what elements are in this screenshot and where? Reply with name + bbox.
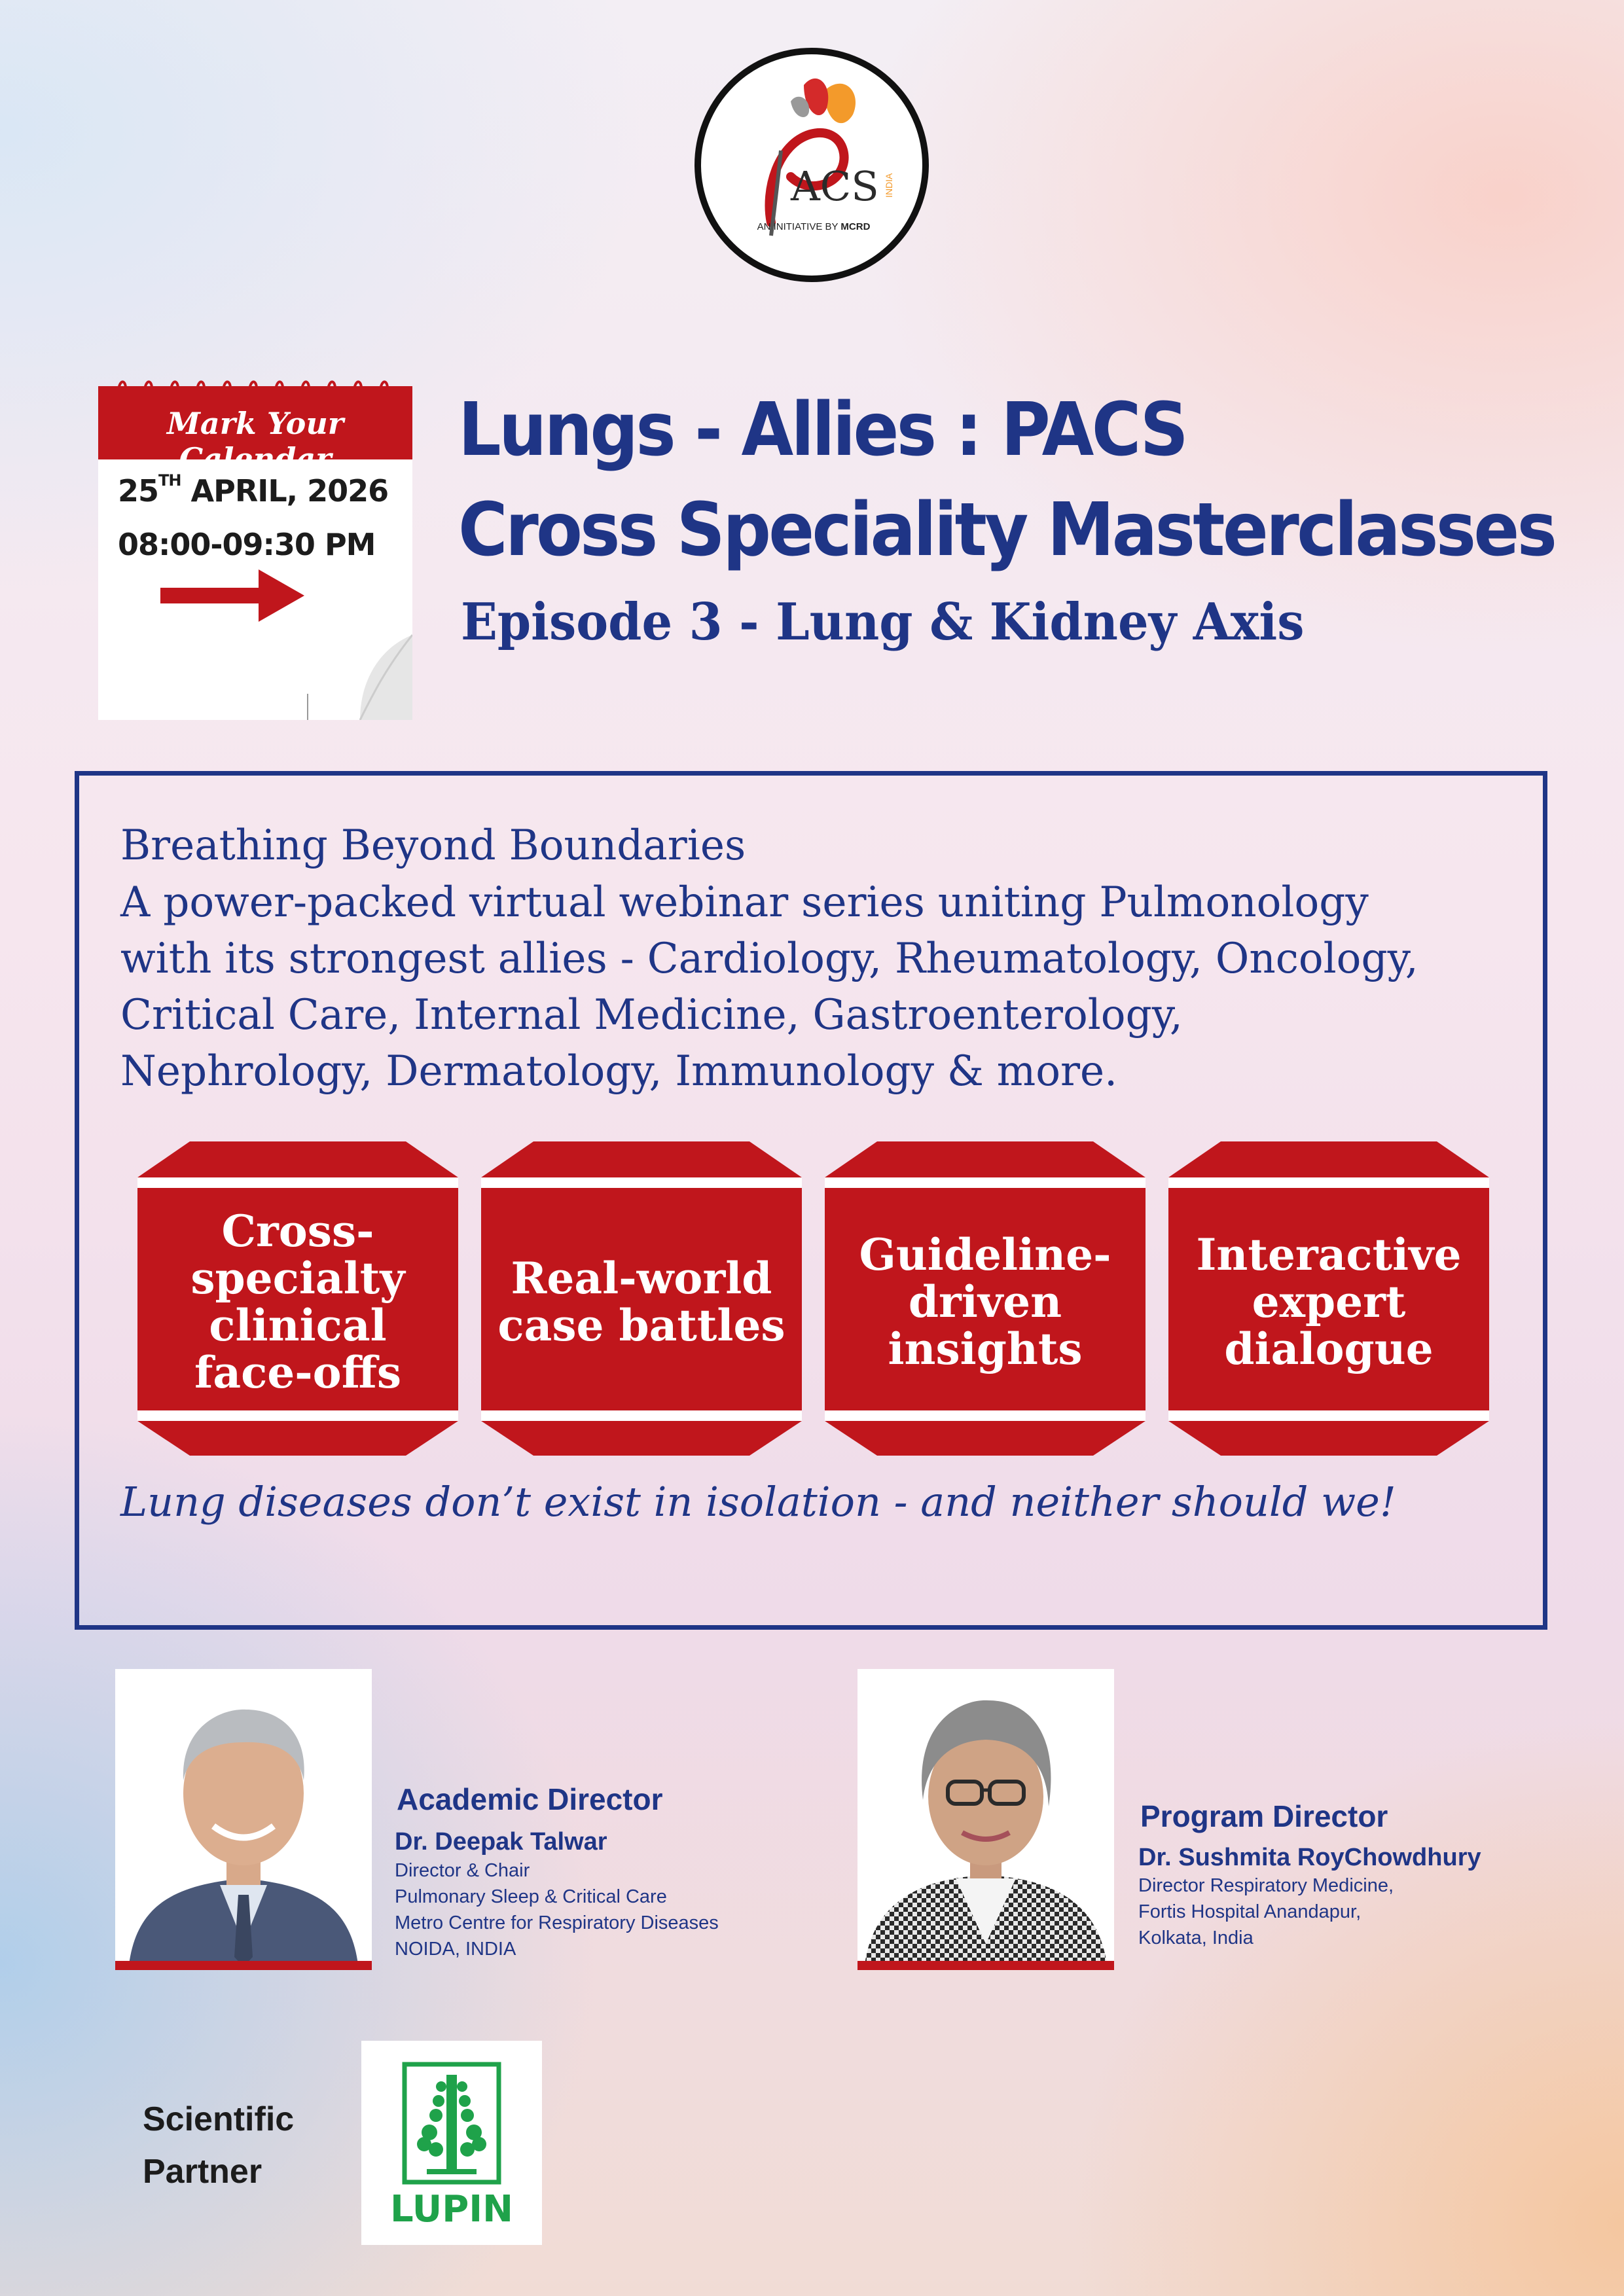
detail-line: Kolkata, India xyxy=(1138,1928,1254,1948)
academic-director-name: Dr. Deepak Talwar xyxy=(395,1828,607,1856)
feature-label xyxy=(1168,1181,1489,1423)
feature-label-line: expert xyxy=(1252,1276,1406,1327)
intro-tagline: Breathing Beyond Boundaries xyxy=(120,821,746,870)
feature-card-real-world xyxy=(481,1141,802,1456)
feature-label-line: Interactive xyxy=(1196,1229,1462,1280)
feature-label-line: Guideline- xyxy=(859,1229,1111,1280)
calendar-card xyxy=(98,373,412,720)
feature-card-interactive xyxy=(1168,1141,1489,1456)
feature-label-line: specialty xyxy=(190,1253,405,1304)
initiative-prefix: AN INITIATIVE BY xyxy=(757,221,841,232)
event-date xyxy=(118,471,388,509)
program-director-name: Dr. Sushmita RoyChowdhury xyxy=(1138,1844,1481,1871)
event-day: 25 xyxy=(118,473,159,509)
program-director-details xyxy=(1138,1873,1394,1951)
detail-line: Pulmonary Sleep & Critical Care xyxy=(395,1886,667,1907)
academic-director-role: Academic Director xyxy=(397,1782,663,1816)
sponsor-label-line: Partner xyxy=(143,2153,262,2191)
initiative-org: MCRD xyxy=(840,221,871,232)
event-day-suffix: TH xyxy=(158,471,181,490)
intro-line: with its strongest allies - Cardiology, Rheumatology, Oncology, xyxy=(120,935,1418,983)
pacs-logo xyxy=(693,46,931,284)
feature-label-line: Real-world xyxy=(511,1253,772,1304)
episode-title: Episode 3 - Lung & Kidney Axis xyxy=(461,592,1305,652)
program-director-role: Program Director xyxy=(1140,1799,1388,1833)
feature-label-line: face-offs xyxy=(194,1347,402,1398)
feature-label-line: Cross- xyxy=(221,1206,374,1257)
feature-label xyxy=(481,1181,802,1423)
photo-accent-bar xyxy=(857,1961,1114,1970)
calendar-header: Mark Your Calendar xyxy=(166,406,344,476)
closing-statement: Lung diseases don’t exist in isolation - and neither should we! xyxy=(120,1478,1396,1526)
intro-line: Nephrology, Dermatology, Immunology & more. xyxy=(120,1047,1118,1096)
sponsor-label-line: Scientific xyxy=(143,2100,295,2138)
feature-label-line: case battles xyxy=(497,1300,785,1351)
detail-line: Director & Chair xyxy=(395,1860,530,1881)
feature-label-line: dialogue xyxy=(1224,1323,1434,1374)
event-month-year: APRIL, 2026 xyxy=(181,473,389,509)
person-portrait xyxy=(857,1669,1114,1970)
academic-director-details xyxy=(395,1857,719,1962)
person-portrait xyxy=(115,1669,372,1970)
logo-country: INDIA xyxy=(884,173,894,198)
page-title-line2: Cross Speciality Masterclasses xyxy=(458,488,1555,573)
intro-line: A power-packed virtual webinar series uniting Pulmonology xyxy=(120,878,1369,927)
logo-initiative xyxy=(745,221,882,232)
lupin-logo xyxy=(361,2041,542,2245)
feature-card-cross-specialty xyxy=(137,1141,458,1456)
logo-letters: ACS xyxy=(791,162,879,210)
detail-line: NOIDA, INDIA xyxy=(395,1939,516,1960)
detail-line: Director Respiratory Medicine, xyxy=(1138,1875,1394,1896)
detail-line: Metro Centre for Respiratory Diseases xyxy=(395,1912,719,1933)
feature-label xyxy=(137,1181,458,1423)
feature-label-line: insights xyxy=(888,1323,1083,1374)
feature-label xyxy=(825,1181,1146,1423)
program-director-photo xyxy=(857,1669,1114,1970)
sponsor-label xyxy=(143,2093,294,2198)
event-time: 08:00-09:30 PM xyxy=(118,527,376,562)
arrow-right-icon xyxy=(160,569,304,622)
feature-label-line: driven xyxy=(908,1276,1062,1327)
calendar-rings xyxy=(105,373,412,399)
lupin-logo-text: LUPIN xyxy=(390,2188,513,2231)
feature-card-guideline xyxy=(825,1141,1146,1456)
intro-line: Critical Care, Internal Medicine, Gastroenterology, xyxy=(120,991,1183,1039)
photo-accent-bar xyxy=(115,1961,372,1970)
page-title-line1: Lungs - Allies : PACS xyxy=(458,387,1187,473)
detail-line: Fortis Hospital Anandapur, xyxy=(1138,1901,1362,1922)
academic-director-photo xyxy=(115,1669,372,1970)
feature-label-line: clinical xyxy=(209,1300,387,1351)
